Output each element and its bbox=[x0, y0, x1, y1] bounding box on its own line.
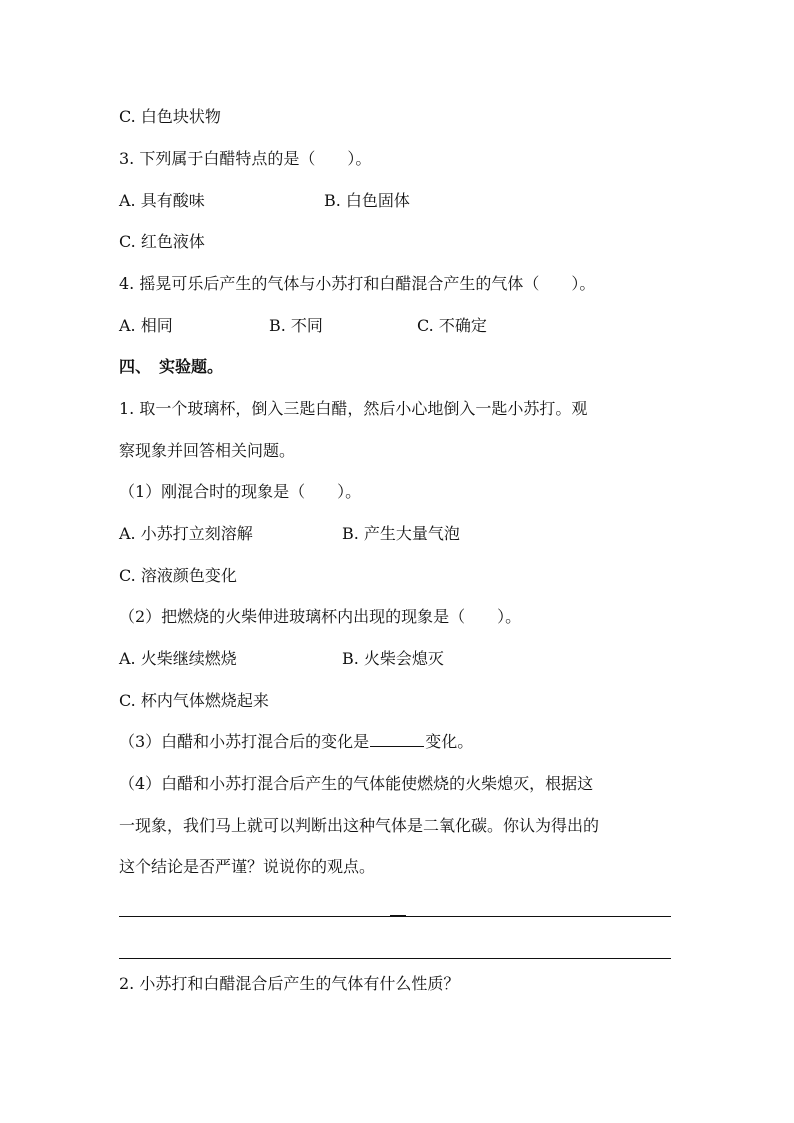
answer-line-2 bbox=[119, 958, 671, 959]
question-2-option-c: C. 白色块状物 bbox=[119, 107, 221, 126]
experiment-1-sub-1: （1）刚混合时的现象是（ ）。 bbox=[119, 482, 362, 501]
question-4-option-a: A. 相同 bbox=[119, 316, 173, 335]
question-3-option-a: A. 具有酸味 bbox=[119, 191, 205, 210]
experiment-2: 2. 小苏打和白醋混合后产生的气体有什么性质？ bbox=[119, 974, 460, 993]
sub-2-option-a: A. 火柴继续燃烧 bbox=[119, 649, 237, 668]
experiment-1-sub-4-line-3: 这个结论是否严谨？说说你的观点。 bbox=[119, 857, 376, 876]
section-heading: 四、 实验题。 bbox=[119, 357, 224, 376]
answer-line-1-mark bbox=[390, 915, 406, 917]
experiment-1-line-1: 1. 取一个玻璃杯，倒入三匙白醋，然后小心地倒入一匙小苏打。观 bbox=[119, 399, 588, 418]
question-4-option-c: C. 不确定 bbox=[417, 316, 487, 335]
experiment-1-sub-2: （2）把燃烧的火柴伸进玻璃杯内出现的现象是（ ）。 bbox=[119, 607, 522, 626]
sub-1-option-a: A. 小苏打立刻溶解 bbox=[119, 524, 253, 543]
sub-3-text-after: 变化。 bbox=[425, 732, 474, 751]
question-4: 4. 摇晃可乐后产生的气体与小苏打和白醋混合产生的气体（ ）。 bbox=[119, 274, 596, 293]
question-4-option-b: B. 不同 bbox=[269, 316, 323, 335]
sub-1-option-c: C. 溶液颜色变化 bbox=[119, 566, 237, 585]
experiment-1-sub-4-line-1: （4）白醋和小苏打混合后产生的气体能使燃烧的火柴熄灭，根据这 bbox=[119, 774, 594, 793]
sub-1-option-b: B. 产生大量气泡 bbox=[342, 524, 460, 543]
answer-blank bbox=[370, 732, 424, 747]
experiment-1-sub-3 bbox=[119, 731, 473, 753]
sub-2-option-b: B. 火柴会熄灭 bbox=[342, 649, 444, 668]
question-3-option-c: C. 红色液体 bbox=[119, 232, 205, 251]
question-3: 3. 下列属于白醋特点的是（ ）。 bbox=[119, 149, 372, 168]
sub-3-text-before: （3）白醋和小苏打混合后的变化是 bbox=[119, 732, 370, 751]
question-3-option-b: B. 白色固体 bbox=[324, 191, 410, 210]
experiment-1-line-2: 察现象并回答相关问题。 bbox=[119, 441, 296, 460]
experiment-1-sub-4-line-2: 一现象，我们马上就可以判断出这种气体是二氧化碳。你认为得出的 bbox=[119, 816, 600, 835]
sub-2-option-c: C. 杯内气体燃烧起来 bbox=[119, 691, 269, 710]
